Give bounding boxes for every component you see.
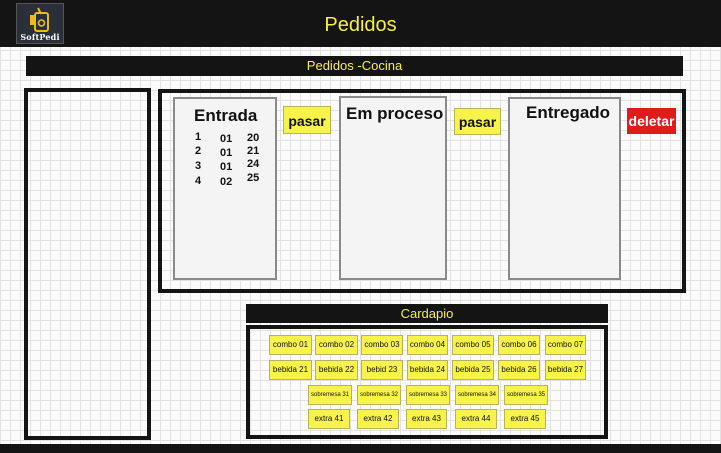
order-qty: 01 — [220, 147, 233, 159]
menu-item-combo[interactable]: combo 04 — [407, 335, 448, 355]
order-num: 25 — [247, 172, 260, 184]
menu-item-sobremesa[interactable]: sobremesa 32 — [357, 385, 401, 405]
column-title-entrada: Entrada — [194, 106, 258, 125]
order-num: 20 — [247, 132, 260, 144]
menu-item-extra[interactable]: extra 43 — [406, 409, 447, 429]
order-qty: 01 — [220, 161, 233, 173]
pasar-button-to-proceso[interactable]: pasar — [283, 106, 331, 134]
menu-item-extra[interactable]: extra 45 — [504, 409, 546, 429]
menu-item-bebida[interactable]: bebida 27 — [545, 360, 586, 380]
order-id: 1 — [195, 131, 202, 143]
column-title-entregado: Entregado — [526, 103, 611, 122]
order-id: 2 — [195, 145, 202, 157]
menu-item-sobremesa[interactable]: sobremesa 31 — [308, 385, 352, 405]
section-header-cocina: Pedidos -Cocina — [26, 56, 683, 76]
menu-item-combo[interactable]: combo 06 — [498, 335, 540, 355]
logo-text: SoftPedi — [20, 32, 60, 42]
order-id: 4 — [195, 175, 202, 187]
column-em-proceso — [339, 96, 447, 280]
menu-item-bebida[interactable]: bebida 25 — [452, 360, 494, 380]
menu-item-sobremesa[interactable]: sobremesa 34 — [455, 385, 499, 405]
column-entrada — [173, 97, 277, 280]
menu-item-bebida[interactable]: bebida 26 — [498, 360, 540, 380]
pasar-button-to-entregado[interactable]: pasar — [454, 108, 501, 135]
page-title: Pedidos — [324, 14, 397, 36]
menu-item-bebida[interactable]: bebida 24 — [407, 360, 448, 380]
order-qty: 01 — [220, 133, 233, 145]
menu-item-sobremesa[interactable]: sobremesa 35 — [504, 385, 548, 405]
menu-item-extra[interactable]: extra 41 — [308, 409, 350, 429]
column-entregado — [508, 97, 621, 280]
menu-item-combo[interactable]: combo 01 — [269, 335, 312, 355]
menu-item-combo[interactable]: combo 07 — [545, 335, 586, 355]
menu-item-sobremesa[interactable]: sobremesa 33 — [406, 385, 450, 405]
menu-item-bebida[interactable]: bebid 23 — [361, 360, 403, 380]
deletar-button[interactable]: deletar — [627, 108, 676, 134]
column-title-em-proceso: Em proceso — [346, 104, 444, 123]
menu-item-combo[interactable]: combo 05 — [452, 335, 494, 355]
menu-item-bebida[interactable]: bebida 22 — [315, 360, 358, 380]
order-id: 3 — [195, 160, 202, 172]
bottom-bar — [0, 444, 721, 453]
menu-item-bebida[interactable]: bebida 21 — [269, 360, 312, 380]
menu-item-extra[interactable]: extra 42 — [357, 409, 399, 429]
menu-item-extra[interactable]: extra 44 — [455, 409, 497, 429]
order-qty: 02 — [220, 176, 233, 188]
menu-header: Cardapio — [246, 304, 608, 323]
menu-item-combo[interactable]: combo 02 — [315, 335, 358, 355]
left-panel — [24, 88, 151, 440]
order-num: 24 — [247, 158, 260, 170]
menu-item-combo[interactable]: combo 03 — [361, 335, 403, 355]
order-num: 21 — [247, 145, 260, 157]
